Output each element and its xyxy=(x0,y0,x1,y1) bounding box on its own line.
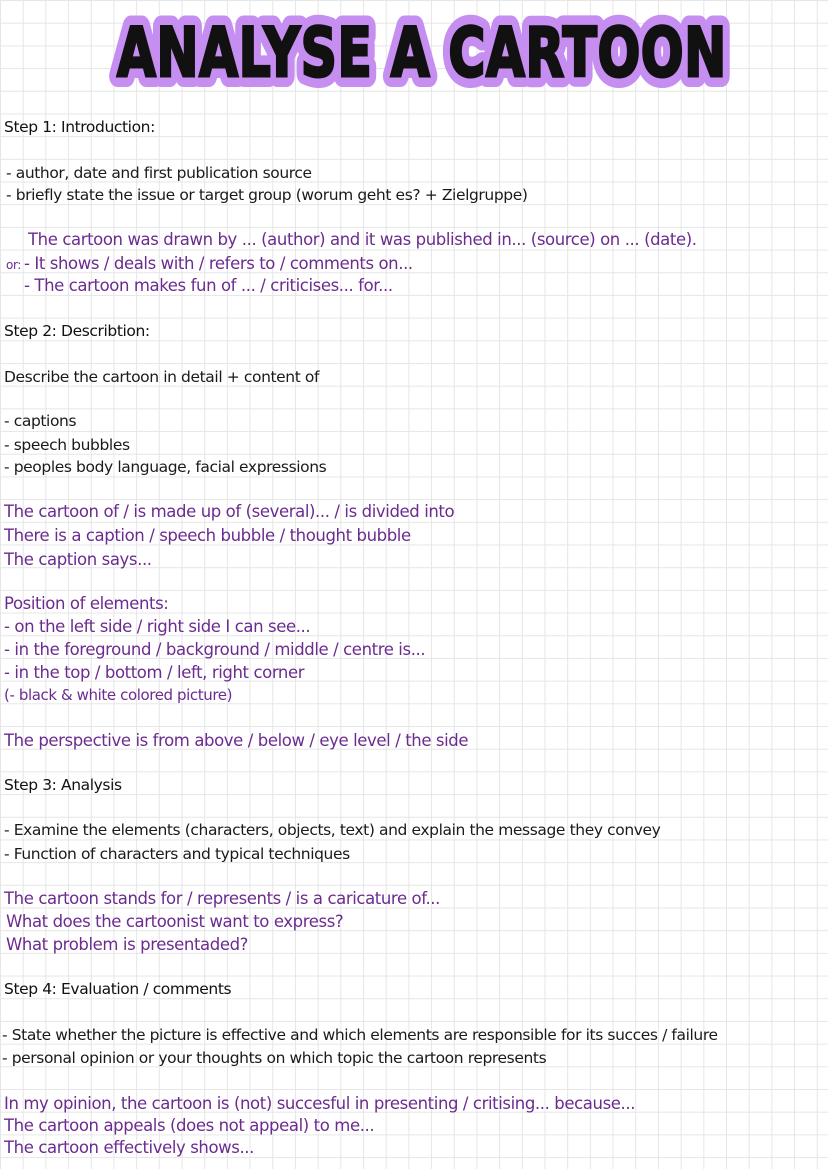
step-3-note: - Function of characters and typical techniques xyxy=(4,845,350,863)
step-1-phrase: The cartoon was drawn by ... (author) and it was published in... (source) on ... (date). xyxy=(28,230,697,249)
step-3-heading: Step 3: Analysis xyxy=(4,776,122,794)
step-4-heading: Step 4: Evaluation / comments xyxy=(4,980,232,998)
step-3-phrase: What does the cartoonist want to express? xyxy=(6,912,344,931)
step-2-phrase: The cartoon of / is made up of (several)... / is divided into xyxy=(4,502,455,521)
step-3-phrase: What problem is presentaded? xyxy=(6,935,249,954)
position-item: - in the foreground / background / middle / centre is... xyxy=(4,640,426,659)
step-2-heading: Step 2: Describtion: xyxy=(4,322,150,340)
or-label: or: xyxy=(6,258,21,272)
step-4-note: - State whether the picture is effective and which elements are responsible for its succes / failure xyxy=(2,1026,718,1044)
step-2-intro: Describe the cartoon in detail + content of xyxy=(4,368,320,386)
step-1-phrase: - It shows / deals with / refers to / comments on... xyxy=(24,254,413,273)
title-graphic xyxy=(102,4,742,104)
page-title xyxy=(102,4,742,104)
step-3-note: - Examine the elements (characters, objects, text) and explain the message they convey xyxy=(4,821,661,839)
position-item: (- black & white colored picture) xyxy=(4,686,233,704)
title-text: ANALYSE A CARTOON xyxy=(117,14,727,93)
perspective-phrase: The perspective is from above / below / eye level / the side xyxy=(4,731,469,750)
step-2-note: - peoples body language, facial expressions xyxy=(4,458,327,476)
step-1-note: - briefly state the issue or target group (worum geht es? + Zielgruppe) xyxy=(6,186,528,204)
step-4-phrase: In my opinion, the cartoon is (not) succesful in presenting / critising... because... xyxy=(4,1094,636,1113)
step-2-phrase: The caption says... xyxy=(4,550,152,569)
step-3-phrase: The cartoon stands for / represents / is a caricature of... xyxy=(4,889,440,908)
step-4-phrase: The cartoon effectively shows... xyxy=(4,1138,254,1157)
position-item: - on the left side / right side I can see... xyxy=(4,617,311,636)
step-4-phrase: The cartoon appeals (does not appeal) to me... xyxy=(4,1116,375,1135)
position-item: - in the top / bottom / left, right corner xyxy=(4,663,305,682)
position-heading: Position of elements: xyxy=(4,594,169,613)
step-1-phrase: - The cartoon makes fun of ... / criticises... for... xyxy=(24,276,393,295)
step-2-note: - speech bubbles xyxy=(4,436,130,454)
step-2-note: - captions xyxy=(4,412,77,430)
step-2-phrase: There is a caption / speech bubble / thought bubble xyxy=(4,526,411,545)
title-highlight: ANALYSE A CARTOON xyxy=(117,14,727,93)
step-1-heading: Step 1: Introduction: xyxy=(4,118,155,136)
step-4-note: - personal opinion or your thoughts on which topic the cartoon represents xyxy=(2,1049,547,1067)
step-1-note: - author, date and first publication source xyxy=(6,164,312,182)
